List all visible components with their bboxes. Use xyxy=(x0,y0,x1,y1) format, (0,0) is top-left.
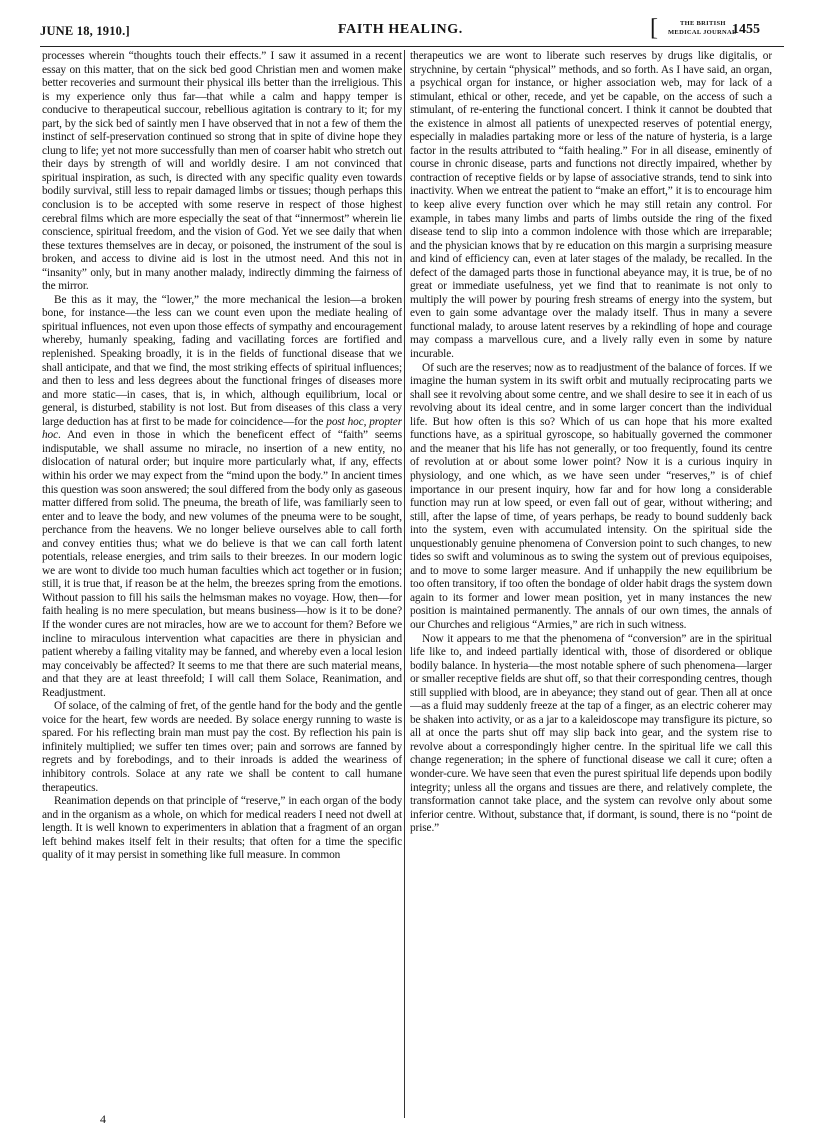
printer-signature: 4 xyxy=(100,1112,106,1126)
paragraph xyxy=(42,294,402,700)
page-header xyxy=(40,12,784,47)
left-column xyxy=(42,50,402,1112)
journal-masthead xyxy=(650,15,737,41)
right-column xyxy=(410,50,772,1112)
paragraph: Reanimation depends on that principle of “reserve,” in each organ of the body and in the organism as a whole, on which for medical readers I need not dwell at length. It is well known to experimenters in ablation that a fragment of an organ left behind makes itself felt in their results; that often for a time the specific quality of it may persist in something like full measure. In common xyxy=(42,795,402,862)
issue-date: JUNE 18, 1910.] xyxy=(40,24,130,38)
paragraph-text: Be this as it may, the “lower,” the more mechanical the lesion—a broken bone, for instance—the less can we count even upon the mediate healing of spiritual influences, not even upon those effects of sympathy and encouragement whereby, humanly speaking, fading and vacillating forces are fortified and replenished. Speaking broadly, it is in the fields of functional disease that we shall anticipate, and that we find, the most striking effects of spiritual influences; and then to less and less degrees about the functional fringes of diseases more and more static—in cases, that is, in which, although equilibrium, local or general, is disturbed, stability is not lost. But from diseases of this class a very large deduction has at first to be made for coincidence—for the xyxy=(42,293,402,428)
journal-name-line1: THE BRITISH xyxy=(680,20,726,27)
latin-phrase: post hoc, propter hoc xyxy=(42,415,402,442)
open-bracket: [ xyxy=(650,15,658,41)
paragraph: Of such are the reserves; now as to readjustment of the balance of forces. If we imagine the human system in its swift orbit and mutually reciprocating parts we shall see it revolving about some centre, and we shall desire to see it in each of us revolving about its ideal centre, and in some larger concert than the individual life. But how often is this so? Which of us can hope that his more exalted functions have, as a spiritual gyroscope, so habitually governed the commoner and the meaner that his life has not generally, or too frequently, found its centre of revolution at or about some lower point? Now it is a curious inquiry in physiology, and one which, as we have seen under “reserves,” is of chief importance in our present inquiry, how far and for how long a considerable function may run at low speed, or even fall out of gear, without withering; and still, after the lapse of time, of years perhaps, be ready to bound suddenly back into the system, even with accumulated intensity. On the spiritual side the unquestionably genuine phenomena of Conversion point to such changes, to new tides so swift and voluminous as to swing the system out of previous equipoises, and to move to some larger measure. And if unhappily the new equilibrium be too often transitory, if too often the bondage of older habit drags the system down again to its former and lower mean position, yet in many instances the new position is maintained permanently. The annals of our own times, the annals of our Churches and religious “Armies,” are rich in such witness. xyxy=(410,361,772,631)
column-divider xyxy=(404,50,405,1118)
paragraph: Now it appears to me that the phenomena of “conversion” are in the spiritual life like to, and indeed partially identical with, those of disordered or oblique bodily balance. In hysteria—the most notable sphere of such phenomena—larger or smaller receptive fields are shut off, so that their corresponding centres, though still supplied with blood, are in abeyance; they stand out of gear. Then all at once—as a fluid may suddenly freeze at the tap of a finger, as an electric coherer may be shaken into activity, or as a jar to a kaleidoscope may transfigure its picture, so all at once the parts shut off may slip back into gear, and the system rise to revolve about a correspondingly higher centre. In the spiritual life we call this change regeneration; in the sphere of functional disease we call it cure; often a wonder-cure. We have seen that even the purest spiritual life depends upon bodily integrity; unless all the organs and tissues are there, and relatively complete, the transformation cannot take place, and the system can revolve only about some inferior centre. Without, substance that, if dormant, is sound, there is no “point de prise.” xyxy=(410,632,772,835)
running-title: FAITH HEALING. xyxy=(338,22,463,37)
paragraph-text: . And even in those in which the beneficent effect of “faith” seems indisputable, we shall assume no miracle, no insertion of a new entity, no dislocation of natural order; but inquire more particularly what, if any, effects within his order we may expect from the “mind upon the body.” In ancient times this question was soon answered; the soul differed from the body only as gaseous matter differed from solid. The pneuma, the breath of life, was familiarly seen to enter and to leave the body, and new volumes of the pneuma were to be sought, perchance from the heavens. We no longer believe ourselves able to call forth and convey entities thus; what we do believe is that we can call forth latent potentials, release energies, and trim sails to their breezes. In our modern logic we are wont to divide too much human faculties which act together or in fusion; still, it is true that, if reason be at the helm, the breezes spring from the emotions. Without passion to fill his sails the helmsman makes no voyage. How, then—for faith healing is no mere speculation, but means business—how is it to be done? If the wonder cures are not miracles, how are we to account for them? Before we incline to miraculous intervention what capacities are there in physician and patient whereby a failing vitality may be fanned, and whereby even a local lesion may conceivably be affected? It seems to me that there are such material means, and that they are at least threefold; I will call them Solace, Reanimation, and Readjustment. xyxy=(42,429,402,699)
paragraph: processes wherein “thoughts touch their effects.” I saw it assumed in a recent essay on this matter, that on the sick bed good Christian men and women make better recoveries and surmount their physical ills better than the irreligious. This is my experience only thus far—that while a calm and happy temper is conducive to therapeutical succour, rebellious agitation is contrary to it; for my part, by the sick bed of saintly men I have observed that in not a few of them the instinct of self-preservation continued so strong that in spite of divine hope they clung to life; yet not more successfully than men of coarser habit who stretch out their days by strength of will and worldly desire. I am not convinced that spiritual inspiration, as such, is directed with any specific quality even towards bodily survival, still less to repair damaged limbs or tissues; though perhaps this conclusion is to be accepted with some reserve in respect of those highest cerebral films which are more especially the seat of that “innermost” wherein lie conscience, spiritual freedom, and the vision of God. Yet we see daily that when these textures themselves are in decay, or poisoned, the instrument of the soul is broken, and access to divine aid is lost in the utmost need. And this not in “insanity” only, but in many another malady, indirectly dimming the fairness of the mirror. xyxy=(42,50,402,293)
page-number: 1455 xyxy=(732,22,760,37)
journal-name-line2: MEDICAL JOURNAL xyxy=(668,29,737,36)
paragraph: Of solace, of the calming of fret, of the gentle hand for the body and the gentle voice for the heart, few words are needed. By solace energy running to waste is spared. For his reflecting brain man must pay the cost. By reflection his pain is infinitely multiplied; we suffer ten times over; pain and sorrows are fanned by regrets and by forebodings, and to their inroads is added the weariness of inhibitory controls. Solace at any rate we shall be content to call humane therapeutics. xyxy=(42,700,402,794)
paragraph: therapeutics we are wont to liberate such reserves by drugs like digitalis, or strychnine, by certain “physical” methods, and so forth. As I have said, an organ, a psychical organ for instance, or higher association web, may for lack of a stimulant, ethical or other, recede, and yet be capable, on the access of such a stimulant, of re-entering the functional concert. I think it cannot be doubted that the existence in almost all patients of unexpected reserves of potential energy, especially in maladies partaking more or less of the nature of hysteria, is a large factor in the results attributed to “faith healing.” For in all disease, eminently of course in chronic disease, parts and functions not directly impaired, whether by contraction of receptive fields or by lapse of associative strands, tend to sink into inactivity. When we entreat the patient to “make an effort,” it is to encourage him to keep alive every function over which he may still retain any control. For example, in tabes many limbs and parts of limbs outside the ring of the fixed disease tend to slip into a common indolence with those which are irreparable; and the physician knows that by re education on this margin a surprising measure and kind of efficiency can, even at later stages of the malady, be recalled. In the defect of the damaged parts those in functional abeyance may, it is true, be of no great or immediate usefulness, yet we find that to reanimate is not only to multiply the will power by pouring fresh streams of energy into the system, but even to gain some advantage over the malady itself. Thus in many a severe functional malady, to arouse latent reserves by a rekindling of hope and courage may compass a marvellous cure, and a lively rally even in some by nature incurable. xyxy=(410,50,772,361)
